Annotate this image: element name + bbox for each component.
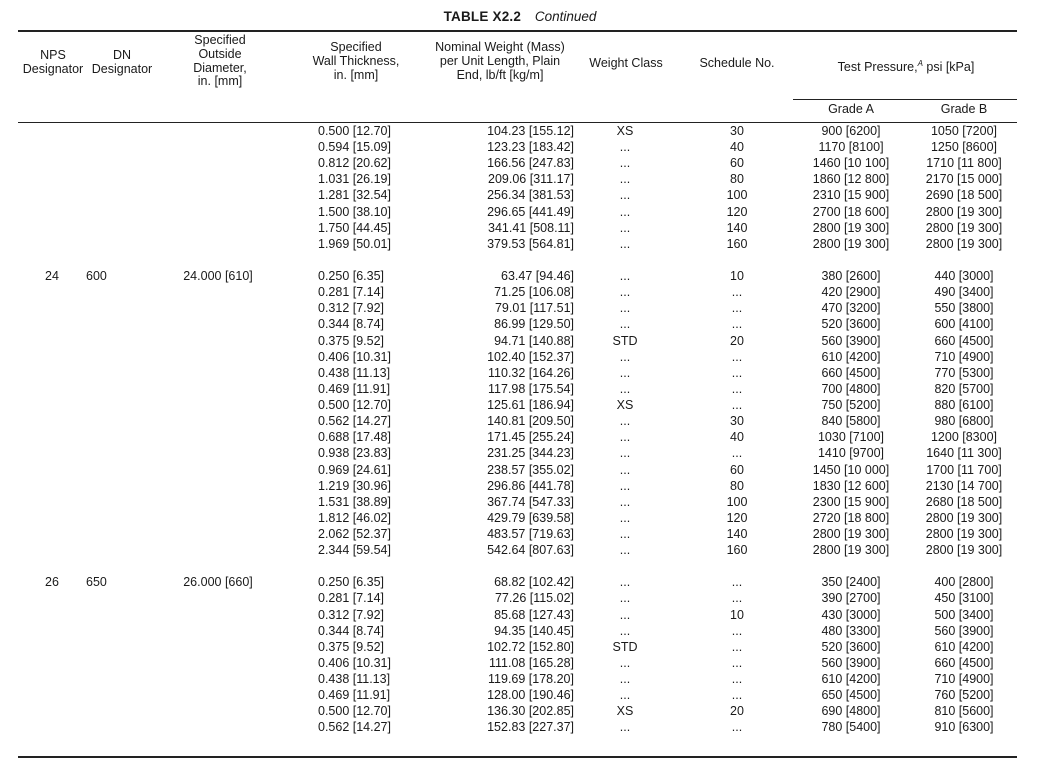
cell-wall-thickness: 0.562 [14.27] [318,720,391,735]
cell-weight-class: ... [619,462,631,477]
cell-nominal-weight: 111.08 [165.28] [488,655,574,670]
header-wall-line3: in. [mm] [333,67,379,82]
cell-grade-a-pressure: 2300 [15 900] [812,494,890,509]
cell-grade-a-pressure: 650 [4500] [821,688,881,703]
table-row [0,317,1040,333]
header-dn-line2: Designator [91,61,153,76]
cell-grade-a-pressure: 470 [3200] [821,301,881,316]
cell-weight-class: ... [619,349,631,364]
cell-outside-diameter: 24.000 [610] [183,269,253,284]
cell-weight-class: XS [616,704,634,719]
cell-wall-thickness: 0.250 [6.35] [318,575,385,590]
cell-wall-thickness: 0.812 [20.62] [318,156,391,171]
cell-wall-thickness: 0.344 [8.74] [318,317,385,332]
header-od-line2: Outside [198,46,242,61]
table-row [0,511,1040,527]
table-row [0,479,1040,495]
cell-wall-thickness: 0.438 [11.13] [318,672,391,687]
table-row [0,172,1040,188]
cell-grade-b-pressure: 2800 [19 300] [925,543,1003,558]
header-dn [84,49,160,77]
cell-grade-a-pressure: 1830 [12 600] [812,478,890,493]
cell-grade-b-pressure: 770 [5300] [934,365,994,380]
table-row [0,237,1040,253]
cell-grade-b-pressure: 660 [4500] [934,655,994,670]
cell-schedule-no: 160 [726,543,748,558]
cell-schedule-no: 140 [726,220,748,235]
header-schedule-no: Schedule No. [699,56,775,70]
cell-nominal-weight: 68.82 [102.42] [494,575,574,590]
cell-nominal-weight: 71.25 [106.08] [494,285,574,300]
cell-nominal-weight: 77.26 [115.02] [494,591,574,606]
cell-weight-class: ... [619,317,631,332]
cell-grade-a-pressure: 750 [5200] [821,398,881,413]
cell-weight-class: ... [619,510,631,525]
cell-schedule-no: 40 [730,140,744,155]
cell-grade-a-pressure: 1460 [10 100] [812,156,890,171]
table-row [0,366,1040,382]
cell-nps: 24 [45,269,59,284]
header-nominal-weight [420,41,580,82]
cell-weight-class: ... [619,430,631,445]
cell-weight-class: ... [619,236,631,251]
test-pressure-subrule [793,99,1017,100]
cell-grade-a-pressure: 2800 [19 300] [812,236,890,251]
cell-schedule-no: 40 [730,430,744,445]
cell-schedule-no: 60 [730,462,744,477]
cell-wall-thickness: 0.500 [12.70] [318,398,391,413]
cell-grade-b-pressure: 1700 [11 700] [926,462,1002,477]
bottom-rule [18,756,1017,758]
cell-weight-class: ... [619,188,631,203]
cell-schedule-no: ... [731,655,743,670]
cell-schedule-no: ... [731,317,743,332]
cell-wall-thickness: 0.281 [7.14] [318,591,385,606]
cell-schedule-no: ... [731,285,743,300]
cell-dn: 600 [86,269,107,284]
cell-schedule-no: ... [731,575,743,590]
cell-schedule-no: ... [731,398,743,413]
cell-wall-thickness: 1.281 [32.54] [318,188,391,203]
cell-wall-thickness: 2.344 [59.54] [318,543,391,558]
cell-grade-a-pressure: 2800 [19 300] [812,543,890,558]
cell-weight-class: ... [619,204,631,219]
cell-wall-thickness: 0.312 [7.92] [318,607,385,622]
cell-grade-a-pressure: 1410 [9700] [817,446,885,461]
cell-grade-a-pressure: 660 [4500] [821,365,881,380]
cell-wall-thickness: 0.312 [7.92] [318,301,385,316]
cell-dn: 650 [86,575,107,590]
cell-wall-thickness: 0.406 [10.31] [318,349,391,364]
cell-grade-b-pressure: 610 [4200] [934,639,994,654]
cell-weight-class: ... [619,591,631,606]
cell-nominal-weight: 542.64 [807.63] [487,543,574,558]
table-row [0,140,1040,156]
table-row [0,398,1040,414]
header-dn-line1: DN [112,48,132,62]
header-test-pressure-unit: psi [kPa] [922,60,975,75]
cell-schedule-no: ... [731,591,743,606]
cell-nominal-weight: 79.01 [117.51] [494,301,574,316]
cell-wall-thickness: 1.531 [38.89] [318,494,391,509]
table-row [0,463,1040,479]
cell-wall-thickness: 0.969 [24.61] [318,462,391,477]
cell-schedule-no: 120 [726,204,748,219]
cell-schedule-no: 80 [730,478,744,493]
table-row [0,414,1040,430]
table-row [0,221,1040,237]
header-outside-diameter [170,34,270,89]
cell-weight-class: ... [619,688,631,703]
cell-wall-thickness: 1.750 [44.45] [318,220,391,235]
table-row [0,720,1040,736]
cell-grade-b-pressure: 760 [5200] [934,688,994,703]
cell-schedule-no: 20 [730,333,744,348]
cell-grade-a-pressure: 380 [2600] [821,269,881,284]
cell-nominal-weight: 140.81 [209.50] [487,414,574,429]
cell-outside-diameter: 26.000 [660] [183,575,253,590]
cell-schedule-no: 20 [730,704,744,719]
cell-schedule-no: 160 [726,236,748,251]
cell-wall-thickness: 0.438 [11.13] [318,365,391,380]
cell-weight-class: ... [619,575,631,590]
cell-wall-thickness: 0.469 [11.91] [318,381,391,396]
cell-schedule-no: ... [731,446,743,461]
cell-weight-class: ... [619,526,631,541]
cell-schedule-no: ... [731,301,743,316]
cell-schedule-no: 10 [730,269,744,284]
header-grade-b: Grade B [940,102,988,116]
table-title-main: TABLE X2.2 [443,9,522,24]
cell-schedule-no: 80 [730,172,744,187]
cell-weight-class: ... [619,414,631,429]
cell-wall-thickness: 1.500 [38.10] [318,204,391,219]
cell-grade-b-pressure: 490 [3400] [934,285,994,300]
cell-grade-b-pressure: 820 [5700] [934,381,994,396]
table-row [0,704,1040,720]
cell-nominal-weight: 110.32 [164.26] [488,365,574,380]
cell-weight-class: ... [619,494,631,509]
header-test-pressure-label: Test Pressure, [837,60,918,75]
cell-schedule-no: ... [731,623,743,638]
cell-grade-a-pressure: 1450 [10 000] [812,462,890,477]
cell-grade-a-pressure: 2800 [19 300] [812,526,890,541]
cell-weight-class: XS [616,124,634,138]
cell-nominal-weight: 209.06 [311.17] [488,172,574,187]
cell-grade-b-pressure: 450 [3100] [934,591,994,606]
cell-wall-thickness: 1.219 [30.96] [318,478,391,493]
cell-wall-thickness: 0.250 [6.35] [318,269,385,284]
cell-nominal-weight: 128.00 [190.46] [487,688,574,703]
cell-nominal-weight: 123.23 [183.42] [487,140,574,155]
cell-weight-class: ... [619,543,631,558]
cell-weight-class: ... [619,720,631,735]
cell-nominal-weight: 231.25 [344.23] [487,446,574,461]
cell-grade-b-pressure: 600 [4100] [934,317,994,332]
header-weight-line2: per Unit Length, Plain [439,53,561,68]
cell-nominal-weight: 102.40 [152.37] [487,349,574,364]
top-rule [18,30,1017,32]
cell-weight-class: STD [612,639,638,654]
cell-grade-b-pressure: 550 [3800] [934,301,994,316]
cell-grade-b-pressure: 710 [4900] [934,672,994,687]
cell-wall-thickness: 0.938 [23.83] [318,446,391,461]
cell-nominal-weight: 429.79 [639.58] [487,510,574,525]
cell-grade-a-pressure: 610 [4200] [821,349,881,364]
cell-wall-thickness: 0.281 [7.14] [318,285,385,300]
cell-nominal-weight: 483.57 [719.63] [487,526,574,541]
cell-weight-class: ... [619,365,631,380]
cell-nominal-weight: 256.34 [381.53] [487,188,574,203]
header-weight-line1: Nominal Weight (Mass) [435,40,565,54]
cell-wall-thickness: 0.344 [8.74] [318,623,385,638]
cell-grade-a-pressure: 480 [3300] [821,623,881,638]
cell-nominal-weight: 238.57 [355.02] [487,462,574,477]
cell-wall-thickness: 0.500 [12.70] [318,124,391,138]
cell-grade-b-pressure: 2130 [14 700] [925,478,1003,493]
table-row [0,446,1040,462]
cell-weight-class: ... [619,140,631,155]
cell-grade-b-pressure: 810 [5600] [934,704,994,719]
table-title [0,9,1040,24]
cell-grade-b-pressure: 2690 [18 500] [925,188,1003,203]
cell-grade-b-pressure: 2800 [19 300] [925,220,1003,235]
cell-grade-b-pressure: 910 [6300] [934,720,994,735]
table-row [0,382,1040,398]
table-row [0,430,1040,446]
table-row [0,205,1040,221]
cell-grade-a-pressure: 1030 [7100] [817,430,885,445]
cell-grade-a-pressure: 350 [2400] [821,575,881,590]
cell-grade-b-pressure: 710 [4900] [934,349,994,364]
cell-grade-a-pressure: 900 [6200] [821,124,881,138]
cell-grade-a-pressure: 520 [3600] [821,317,881,332]
table-row [0,269,1040,285]
cell-weight-class: ... [619,623,631,638]
cell-grade-b-pressure: 2800 [19 300] [925,510,1003,525]
table-title-continued: Continued [534,9,597,24]
cell-nominal-weight: 296.65 [441.49] [487,204,574,219]
header-weight-line3: End, lb/ft [kg/m] [456,67,544,82]
cell-grade-a-pressure: 520 [3600] [821,639,881,654]
cell-wall-thickness: 1.969 [50.01] [318,236,391,251]
cell-grade-b-pressure: 980 [6800] [934,414,994,429]
cell-nominal-weight: 152.83 [227.37] [487,720,574,735]
cell-grade-a-pressure: 2720 [18 800] [812,510,890,525]
cell-grade-a-pressure: 1170 [8100] [818,140,884,155]
cell-nominal-weight: 379.53 [564.81] [487,236,574,251]
cell-nominal-weight: 119.69 [178.20] [488,672,574,687]
cell-grade-b-pressure: 2800 [19 300] [925,204,1003,219]
cell-nominal-weight: 94.71 [140.88] [494,333,574,348]
cell-grade-b-pressure: 2680 [18 500] [925,494,1003,509]
cell-schedule-no: ... [731,381,743,396]
cell-schedule-no: 30 [730,124,744,138]
cell-schedule-no: 100 [726,494,748,509]
cell-nominal-weight: 85.68 [127.43] [494,607,574,622]
cell-schedule-no: ... [731,720,743,735]
header-rule [18,122,1017,123]
cell-wall-thickness: 2.062 [52.37] [318,526,391,541]
cell-schedule-no: 100 [726,188,748,203]
cell-grade-a-pressure: 1860 [12 800] [812,172,890,187]
header-wall-thickness [300,41,412,82]
cell-grade-a-pressure: 390 [2700] [821,591,881,606]
cell-grade-b-pressure: 880 [6100] [934,398,994,413]
table-row [0,334,1040,350]
cell-grade-b-pressure: 1200 [8300] [930,430,998,445]
cell-grade-b-pressure: 2170 [15 000] [925,172,1003,187]
header-nps-line2: Designator [22,61,84,76]
cell-grade-b-pressure: 660 [4500] [934,333,994,348]
cell-weight-class: ... [619,301,631,316]
cell-grade-a-pressure: 700 [4800] [821,381,881,396]
table-row [0,591,1040,607]
table-row [0,495,1040,511]
header-wall-line1: Specified [330,40,382,54]
cell-wall-thickness: 0.594 [15.09] [318,140,391,155]
cell-weight-class: STD [612,333,638,348]
header-od-line4: in. [mm] [197,74,243,89]
cell-grade-b-pressure: 440 [3000] [934,269,994,284]
cell-grade-b-pressure: 560 [3900] [934,623,994,638]
cell-schedule-no: ... [731,349,743,364]
header-weight-class: Weight Class [589,56,663,70]
cell-grade-b-pressure: 2800 [19 300] [925,526,1003,541]
cell-nps: 26 [45,575,59,590]
cell-weight-class: ... [619,655,631,670]
cell-grade-a-pressure: 840 [5800] [821,414,881,429]
table-row [0,124,1040,140]
cell-nominal-weight: 86.99 [129.50] [494,317,574,332]
table-row [0,672,1040,688]
header-nps [22,49,84,77]
cell-nominal-weight: 367.74 [547.33] [487,494,574,509]
cell-wall-thickness: 0.500 [12.70] [318,704,391,719]
cell-grade-a-pressure: 780 [5400] [821,720,881,735]
cell-grade-a-pressure: 430 [3000] [821,607,881,622]
cell-wall-thickness: 1.812 [46.02] [318,510,391,525]
cell-nominal-weight: 117.98 [175.54] [488,381,574,396]
cell-schedule-no: 140 [726,526,748,541]
cell-nominal-weight: 63.47 [94.46] [501,269,574,284]
cell-schedule-no: ... [731,672,743,687]
cell-weight-class: ... [619,478,631,493]
cell-wall-thickness: 0.375 [9.52] [318,639,385,654]
header-od-line1: Specified [194,33,246,47]
cell-weight-class: ... [619,446,631,461]
cell-wall-thickness: 0.562 [14.27] [318,414,391,429]
cell-schedule-no: ... [731,365,743,380]
table-row [0,624,1040,640]
table-row [0,156,1040,172]
table-row [0,285,1040,301]
cell-nominal-weight: 102.72 [152.80] [487,639,574,654]
cell-grade-a-pressure: 610 [4200] [821,672,881,687]
cell-weight-class: ... [619,381,631,396]
table-row [0,640,1040,656]
cell-grade-a-pressure: 2700 [18 600] [812,204,890,219]
cell-grade-b-pressure: 1710 [11 800] [926,156,1002,171]
header-nps-line1: NPS [40,48,66,62]
cell-weight-class: ... [619,672,631,687]
table-row [0,301,1040,317]
cell-nominal-weight: 136.30 [202.85] [487,704,574,719]
cell-weight-class: ... [619,172,631,187]
cell-grade-b-pressure: 400 [2800] [934,575,994,590]
cell-schedule-no: 60 [730,156,744,171]
cell-schedule-no: 10 [730,607,744,622]
header-test-pressure [795,57,1017,75]
cell-grade-b-pressure: 1250 [8600] [930,140,998,155]
cell-grade-b-pressure: 1640 [11 300] [926,446,1002,461]
cell-schedule-no: 30 [730,414,744,429]
cell-nominal-weight: 296.86 [441.78] [487,478,574,493]
table-row [0,688,1040,704]
cell-schedule-no: 120 [726,510,748,525]
cell-nominal-weight: 171.45 [255.24] [487,430,574,445]
table-row [0,543,1040,559]
cell-grade-a-pressure: 560 [3900] [821,655,881,670]
cell-nominal-weight: 125.61 [186.94] [487,398,574,413]
cell-weight-class: XS [616,398,634,413]
cell-nominal-weight: 104.23 [155.12] [487,124,574,138]
header-grade-a: Grade A [828,102,874,116]
table-row [0,656,1040,672]
cell-wall-thickness: 0.375 [9.52] [318,333,385,348]
cell-grade-a-pressure: 560 [3900] [821,333,881,348]
table-row [0,608,1040,624]
cell-grade-b-pressure: 2800 [19 300] [925,236,1003,251]
cell-wall-thickness: 0.406 [10.31] [318,655,391,670]
table-row [0,527,1040,543]
cell-grade-b-pressure: 1050 [7200] [930,124,998,138]
cell-schedule-no: ... [731,639,743,654]
cell-nominal-weight: 166.56 [247.83] [487,156,574,171]
table-row [0,188,1040,204]
cell-weight-class: ... [619,269,631,284]
header-wall-line2: Wall Thickness, [312,53,400,68]
cell-schedule-no: ... [731,688,743,703]
cell-nominal-weight: 341.41 [508.11] [488,220,574,235]
cell-weight-class: ... [619,285,631,300]
header-test-pressure-footnote: A [917,59,923,68]
cell-wall-thickness: 0.688 [17.48] [318,430,391,445]
cell-grade-b-pressure: 500 [3400] [934,607,994,622]
cell-grade-a-pressure: 2800 [19 300] [812,220,890,235]
cell-wall-thickness: 0.469 [11.91] [318,688,391,703]
cell-weight-class: ... [619,220,631,235]
cell-grade-a-pressure: 420 [2900] [821,285,881,300]
table-row [0,575,1040,591]
table-row [0,350,1040,366]
cell-nominal-weight: 94.35 [140.45] [494,623,574,638]
cell-grade-a-pressure: 2310 [15 900] [812,188,890,203]
cell-wall-thickness: 1.031 [26.19] [318,172,391,187]
header-od-line3: Diameter, [193,60,247,75]
cell-grade-a-pressure: 690 [4800] [821,704,881,719]
cell-weight-class: ... [619,156,631,171]
cell-weight-class: ... [619,607,631,622]
